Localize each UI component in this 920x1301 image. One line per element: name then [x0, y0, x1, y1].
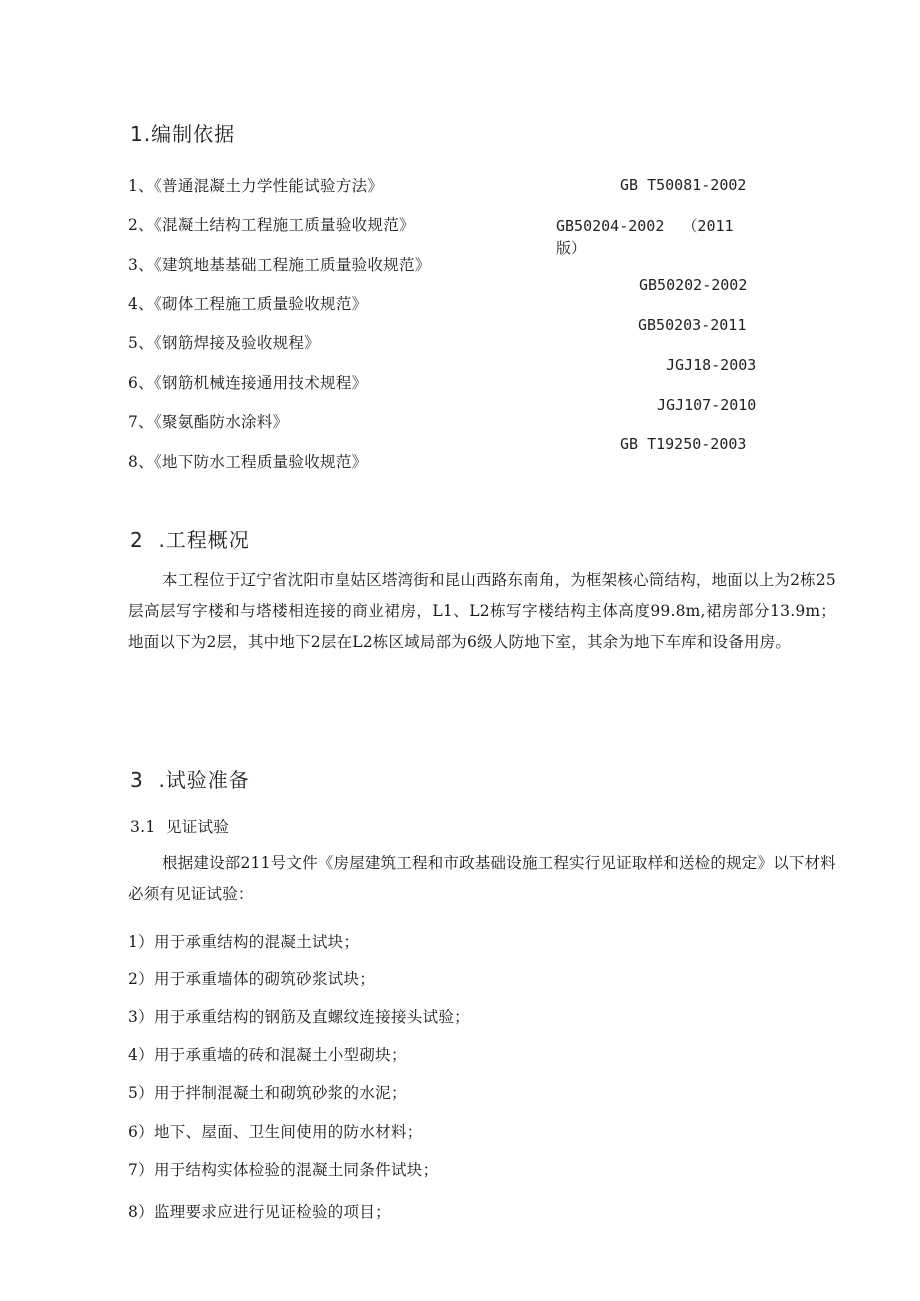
witness-test-intro: 根据建设部211号文件《房屋建筑工程和市政基础设施工程实行见证取样和送检的规定》以下材料必须有见证试验： — [128, 854, 836, 903]
reference-item-4 — [128, 292, 367, 314]
section-1-title: 1.编制依据 — [130, 122, 236, 146]
list-item: 6）地下、屋面、卫生间使用的防水材料； — [128, 1123, 423, 1141]
reference-code-7: GB T19250-2003 — [620, 435, 747, 453]
reference-item-2 — [128, 213, 415, 235]
reference-name: 《混凝土结构工程施工质量验收规范》 — [153, 216, 415, 234]
reference-code-1: GB T50081-2002 — [620, 176, 747, 194]
reference-name: 《地下防水工程质量验收规范》 — [153, 453, 368, 471]
section-3-title: 3 .试验准备 — [130, 768, 250, 792]
reference-code-3: GB50202-2002 — [639, 276, 748, 294]
list-item: 5）用于拌制混凝土和砌筑砂浆的水泥； — [128, 1084, 407, 1102]
list-item: 4）用于承重墙的砖和混凝土小型砌块； — [128, 1046, 407, 1064]
section-2-title: 2 .工程概况 — [130, 528, 250, 552]
list-item: 1）用于承重结构的混凝土试块； — [128, 933, 360, 951]
reference-number: 7、 — [128, 413, 154, 431]
subsection-3-1-title: 3.1 见证试验 — [130, 818, 230, 836]
list-item: 3）用于承重结构的钢筋及直螺纹连接接头试验； — [128, 1008, 470, 1026]
reference-name: 《钢筋机械连接通用技术规程》 — [153, 374, 368, 392]
reference-item-7 — [128, 410, 288, 432]
reference-number: 3、 — [128, 256, 154, 274]
reference-code-5: JGJ18-2003 — [666, 356, 757, 374]
reference-item-6 — [128, 371, 367, 393]
reference-number: 1、 — [128, 177, 154, 195]
reference-code-2: GB50204-2002 （2011 — [556, 217, 734, 235]
reference-name: 《普通混凝土力学性能试验方法》 — [153, 177, 384, 195]
list-item: 8）监理要求应进行见证检验的项目； — [128, 1203, 391, 1221]
reference-item-3 — [128, 253, 431, 275]
reference-number: 6、 — [128, 374, 154, 392]
reference-number: 8、 — [128, 453, 154, 471]
reference-code-4: GB50203-2011 — [638, 316, 747, 334]
reference-item-5 — [128, 331, 320, 353]
reference-number: 4、 — [128, 295, 154, 313]
list-item: 7）用于结构实体检验的混凝土同条件试块； — [128, 1161, 439, 1179]
reference-name: 《砌体工程施工质量验收规范》 — [153, 295, 368, 313]
reference-name: 《钢筋焊接及验收规程》 — [153, 334, 321, 352]
reference-number: 2、 — [128, 216, 154, 234]
reference-item-1 — [128, 174, 383, 196]
reference-name: 《聚氨酯防水涂料》 — [153, 413, 289, 431]
reference-code-2-edition: 版） — [556, 239, 587, 257]
reference-number: 5、 — [128, 334, 154, 352]
reference-item-8 — [128, 450, 367, 472]
list-item: 2）用于承重墙体的砌筑砂浆试块； — [128, 970, 376, 988]
reference-code-6: JGJ107-2010 — [657, 396, 757, 414]
reference-name: 《建筑地基基础工程施工质量验收规范》 — [153, 256, 431, 274]
project-overview-paragraph: 本工程位于辽宁省沈阳市皇姑区塔湾街和昆山西路东南角，为框架核心筒结构，地面以上为2栋25层高层写字楼和与塔楼相连接的商业裙房，L1、L2栋写字楼结构主体高度99.8m,裙房部分13.9m；地面以下为2层，其中地下2层在L2栋区域局部为6级人防地下室，其余为地下车库和设备用房。 — [128, 571, 836, 651]
